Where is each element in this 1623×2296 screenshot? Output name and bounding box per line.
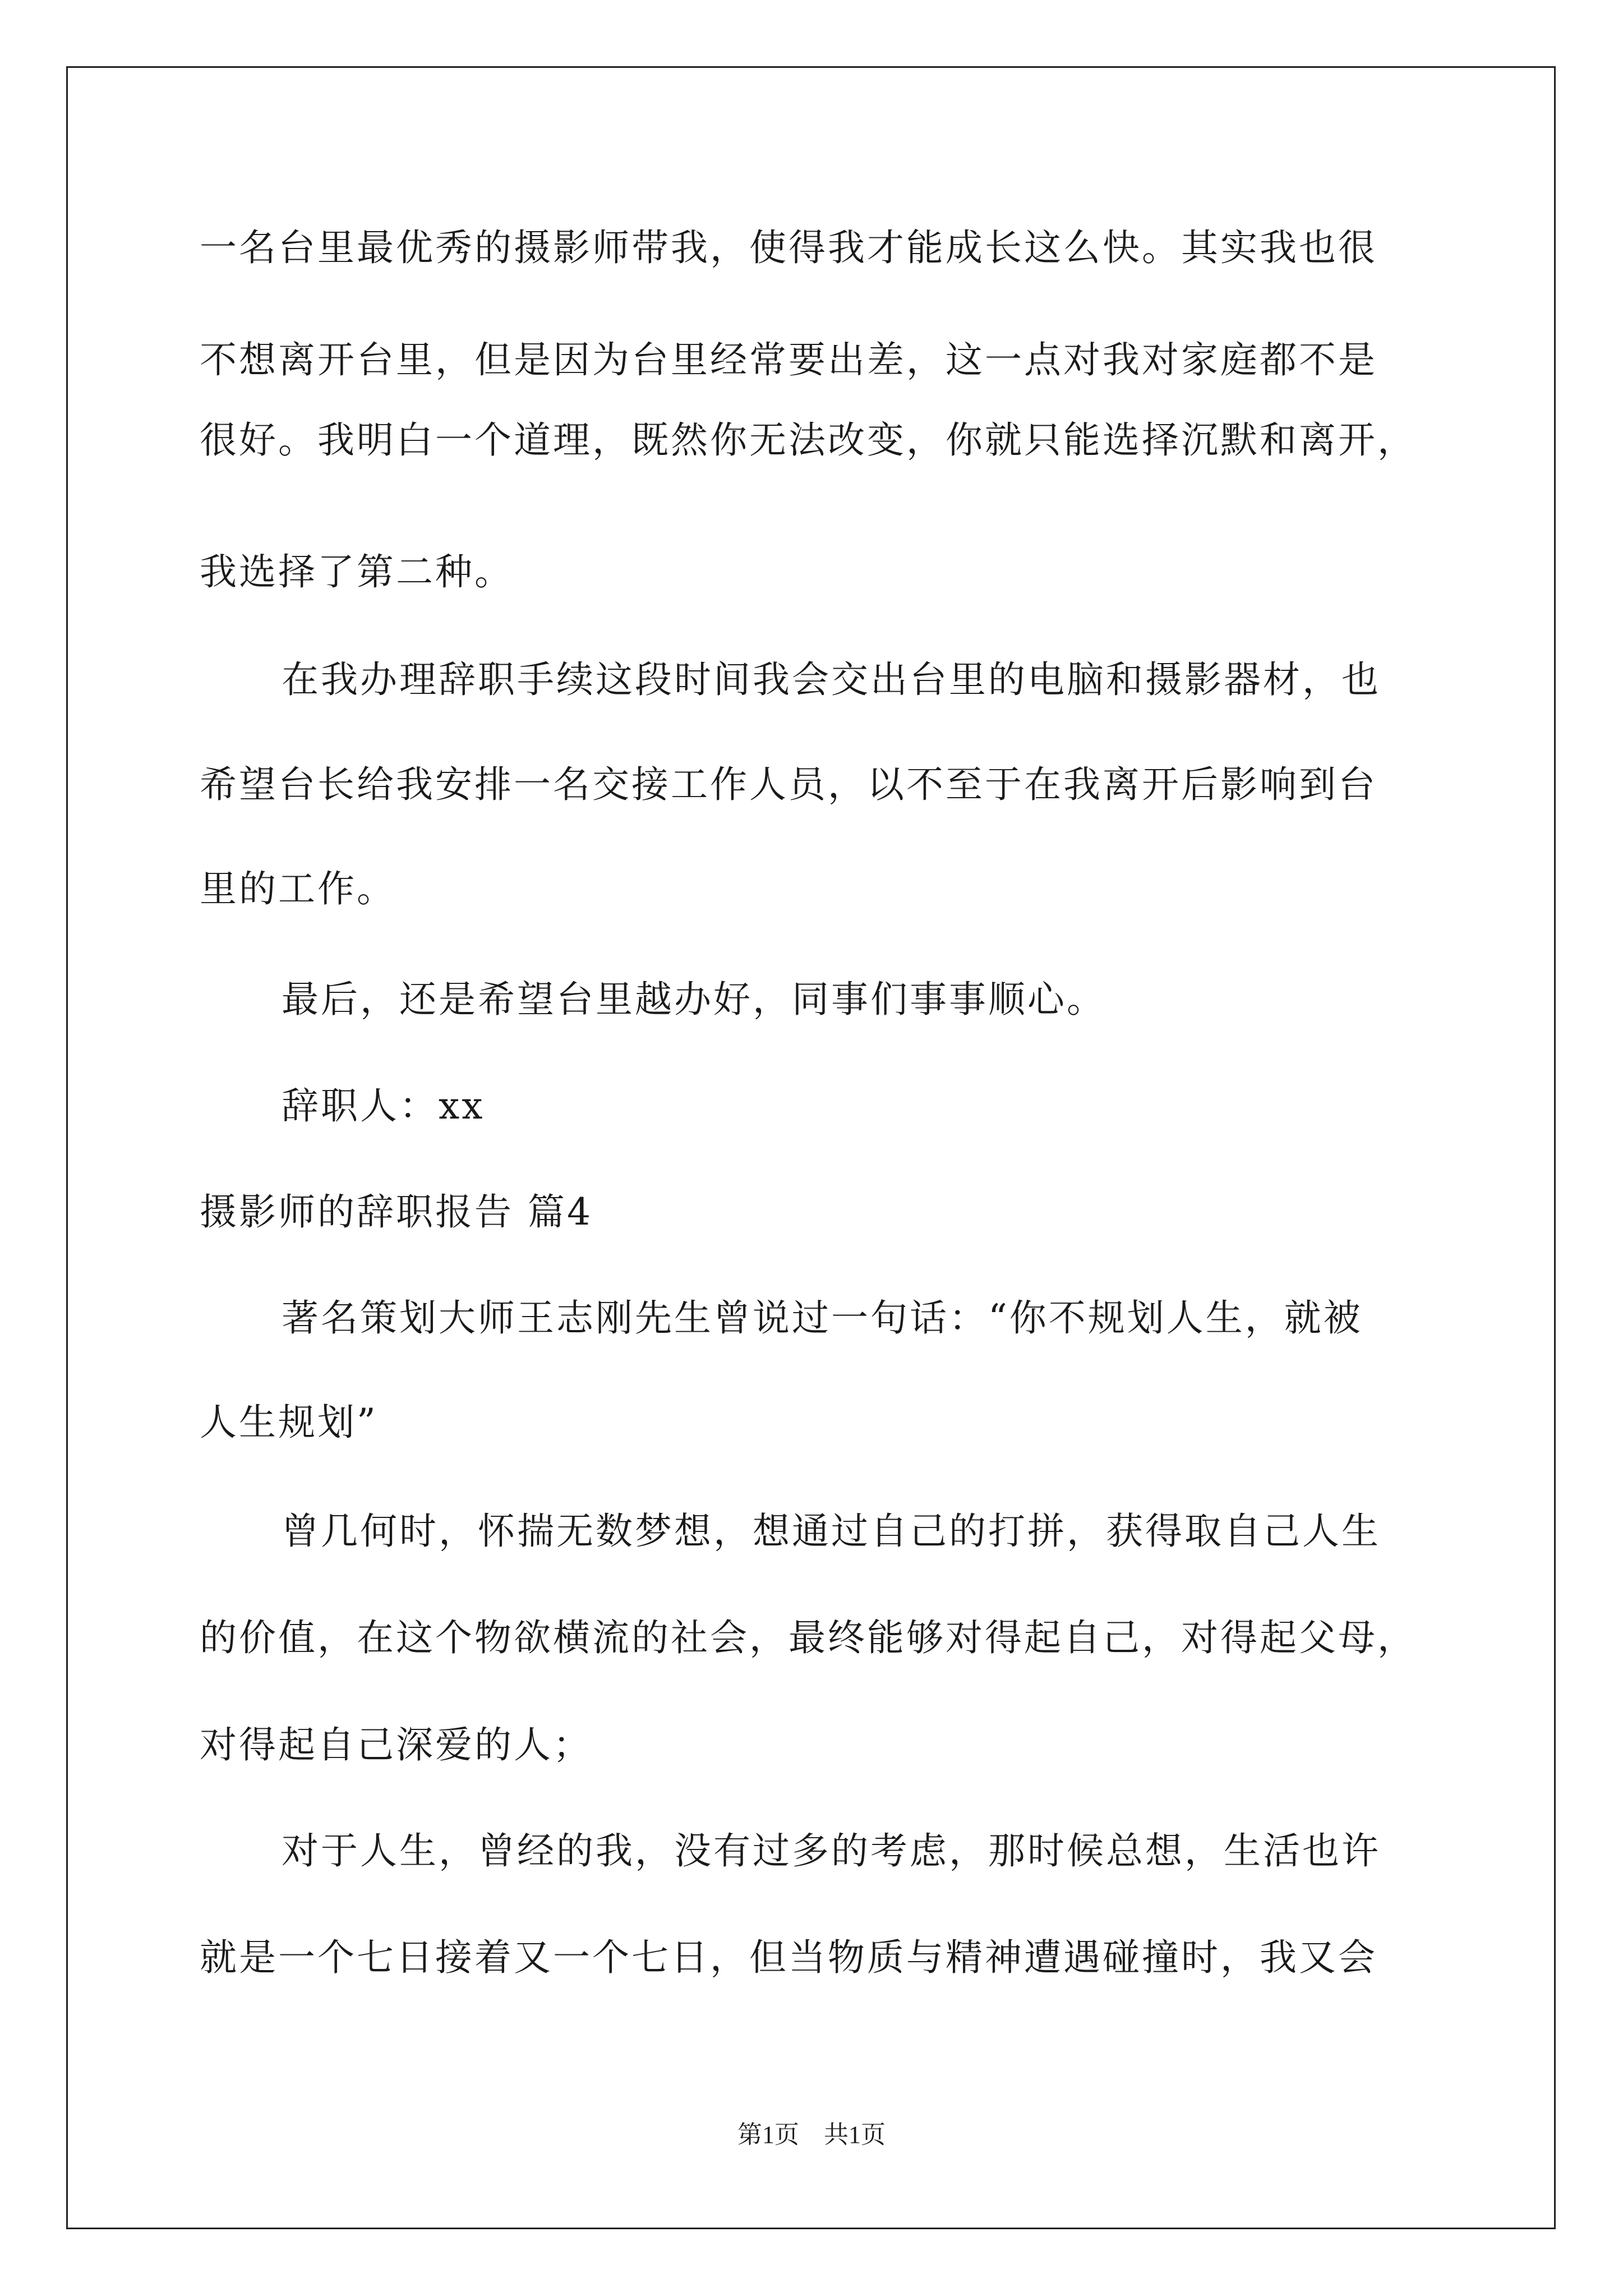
page-border	[66, 66, 1556, 2229]
body-line-11: 曾几何时，怀揣无数梦想，想通过自己的打拼，获得取自己人生	[282, 1510, 1381, 1553]
body-line-14: 对于人生，曾经的我，没有过多的考虑，那时候总想，生活也许	[282, 1829, 1381, 1872]
body-line-6: 希望台长给我安排一名交接工作人员，以不至于在我离开后影响到台	[200, 763, 1377, 806]
body-line-8: 最后，还是希望台里越办好，同事们事事顺心。	[282, 978, 1106, 1021]
body-line-1: 一名台里最优秀的摄影师带我，使得我才能成长这么快。其实我也很	[200, 226, 1377, 269]
page-footer: 第1页 共1页	[737, 2121, 886, 2148]
body-line-9: 著名策划大师王志刚先生曾说过一句话：“你不规划人生，就被	[282, 1296, 1363, 1340]
body-line-7: 里的工作。	[200, 867, 396, 910]
signature-line: 辞职人：xx	[282, 1084, 485, 1128]
body-line-2: 不想离开台里，但是因为台里经常要出差，这一点对我对家庭都不是	[200, 338, 1377, 381]
body-line-5: 在我办理辞职手续这段时间我会交出台里的电脑和摄影器材，也	[282, 658, 1381, 701]
body-line-15: 就是一个七日接着又一个七日，但当物质与精神遭遇碰撞时，我又会	[200, 1936, 1377, 1979]
body-line-13: 对得起自己深爱的人；	[200, 1723, 592, 1766]
section-heading: 摄影师的辞职报告 篇4	[200, 1190, 593, 1234]
body-line-10: 人生规划”	[200, 1401, 378, 1444]
body-line-3: 很好。我明白一个道理，既然你无法改变，你就只能选择沉默和离开，	[200, 418, 1417, 462]
body-line-12: 的价值，在这个物欲横流的社会，最终能够对得起自己，对得起父母，	[200, 1616, 1417, 1659]
body-line-4: 我选择了第二种。	[200, 550, 514, 593]
